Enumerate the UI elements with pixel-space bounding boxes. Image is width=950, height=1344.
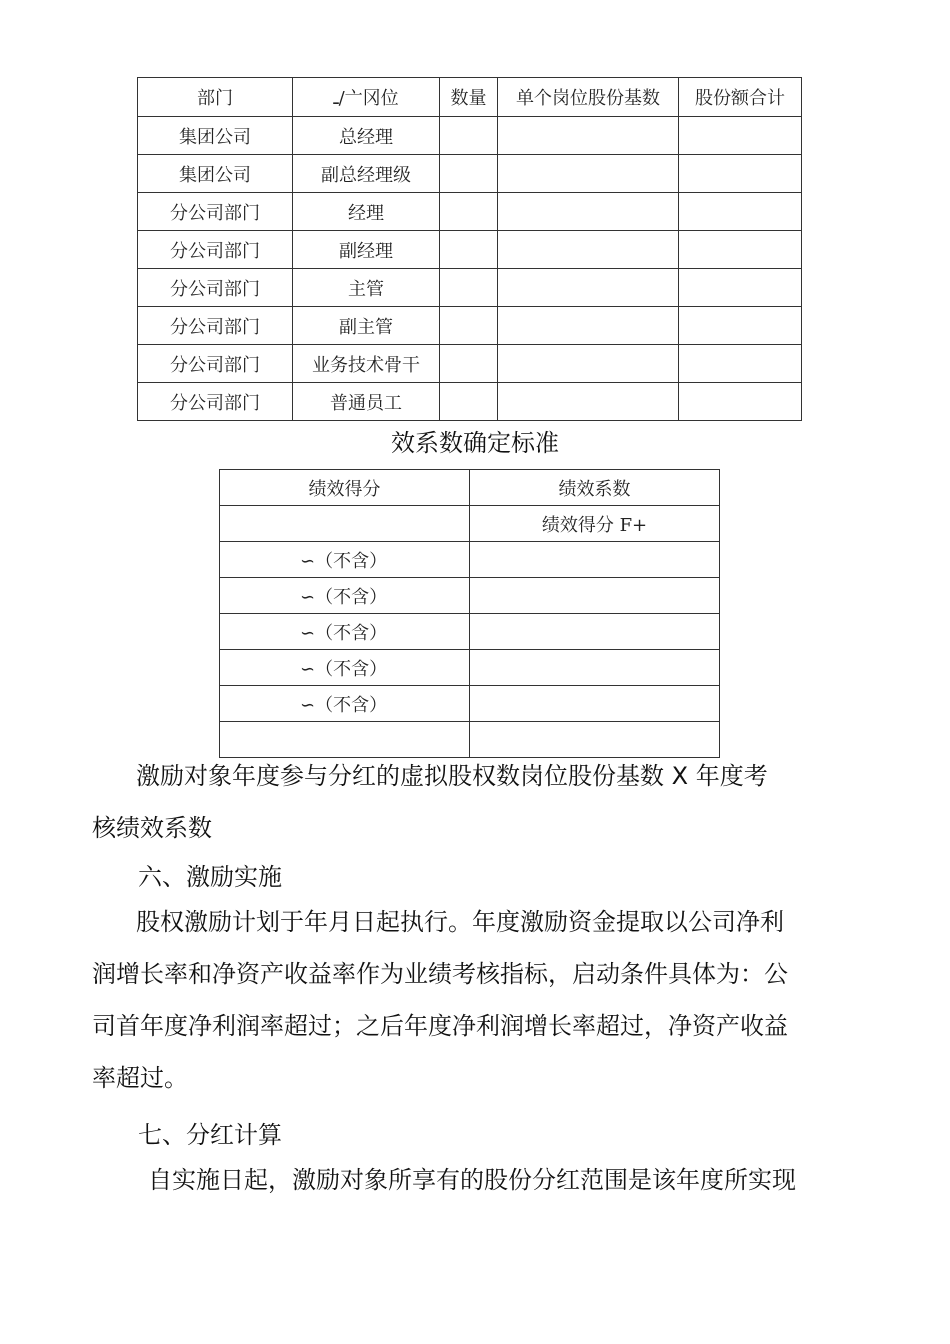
table-cell [498, 155, 679, 193]
paragraph-line: 率超过。 [92, 1064, 188, 1092]
performance-coefficient-table [219, 469, 720, 758]
table-cell [440, 231, 498, 269]
table-row [220, 614, 720, 650]
section-6-heading: 六、激励实施 [138, 863, 282, 891]
table-row [220, 506, 720, 542]
table-cell [498, 345, 679, 383]
table-cell [440, 345, 498, 383]
table-row [220, 578, 720, 614]
table-cell: 集团公司 [138, 117, 293, 155]
table-cell: 分公司部门 [138, 231, 293, 269]
table-row [220, 650, 720, 686]
table-cell [498, 307, 679, 345]
header-cell: ـ/亠冈位 [293, 78, 440, 117]
table-cell [679, 155, 802, 193]
header-cell: 绩效得分 [220, 470, 470, 506]
table-row [138, 155, 802, 193]
table-cell: ∽（不含） [220, 686, 470, 722]
table-cell [220, 506, 470, 542]
table-cell [470, 650, 720, 686]
table-row [138, 117, 802, 155]
paragraph-line: 股权激励计划于年月日起执行。年度激励资金提取以公司净利 [136, 908, 784, 936]
table-cell [440, 383, 498, 421]
table-cell [498, 231, 679, 269]
table-cell: 分公司部门 [138, 193, 293, 231]
paragraph-line: 润增长率和净资产收益率作为业绩考核指标，启动条件具体为：公 [92, 960, 788, 988]
table-row [138, 383, 802, 421]
section-7-paragraph [92, 1154, 852, 1206]
table-cell [440, 269, 498, 307]
table-row [220, 542, 720, 578]
table-cell [470, 578, 720, 614]
table-cell: 分公司部门 [138, 383, 293, 421]
table-cell: 总经理 [293, 117, 440, 155]
table-cell: 分公司部门 [138, 345, 293, 383]
table-cell [498, 117, 679, 155]
header-cell: 股份额合计 [679, 78, 802, 117]
table-cell: ∽（不含） [220, 614, 470, 650]
table-cell: 经理 [293, 193, 440, 231]
table-cell [440, 193, 498, 231]
table-cell: ∽（不含） [220, 578, 470, 614]
header-cell: 绩效系数 [470, 470, 720, 506]
table-cell: 副主管 [293, 307, 440, 345]
table-cell [470, 542, 720, 578]
formula-line: 激励对象年度参与分红的虚拟股权数岗位股份基数 X 年度考 [136, 762, 768, 790]
table-row [138, 231, 802, 269]
table-cell [440, 307, 498, 345]
table-cell [440, 155, 498, 193]
table-cell: 普通员工 [293, 383, 440, 421]
table-cell: 分公司部门 [138, 307, 293, 345]
table-row [220, 686, 720, 722]
section-7-heading: 七、分红计算 [138, 1121, 282, 1149]
table-header-row [138, 78, 802, 117]
table-cell [679, 345, 802, 383]
paragraph-line: 自实施日起，激励对象所享有的股份分红范围是该年度所实现 [148, 1166, 796, 1194]
table-header-row [220, 470, 720, 506]
table-cell [679, 117, 802, 155]
formula-line: 核绩效系数 [92, 814, 212, 842]
section-6-paragraph [92, 896, 852, 1104]
table-cell [679, 307, 802, 345]
table-cell [470, 686, 720, 722]
table-cell [498, 269, 679, 307]
table-cell: 集团公司 [138, 155, 293, 193]
table-cell: ∽（不含） [220, 650, 470, 686]
table-cell [498, 383, 679, 421]
table-caption: 效系数确定标准 [391, 429, 559, 457]
table-cell [498, 193, 679, 231]
header-cell: 单个岗位股份基数 [498, 78, 679, 117]
paragraph-line: 司首年度净利润率超过；之后年度净利润增长率超过，净资产收益 [92, 1012, 788, 1040]
table-cell: 绩效得分 F+ [470, 506, 720, 542]
table-cell [679, 193, 802, 231]
table-row [138, 193, 802, 231]
table-cell [470, 614, 720, 650]
table-row [138, 345, 802, 383]
table-row [138, 269, 802, 307]
table-row [138, 307, 802, 345]
header-cell: 数量 [440, 78, 498, 117]
table-cell: 主管 [293, 269, 440, 307]
table-cell [679, 231, 802, 269]
table-cell: 副总经理级 [293, 155, 440, 193]
table-cell: 副经理 [293, 231, 440, 269]
table-cell: 分公司部门 [138, 269, 293, 307]
header-cell: 部门 [138, 78, 293, 117]
table-cell: 业务技术骨干 [293, 345, 440, 383]
formula-paragraph [92, 750, 852, 854]
table-cell: ∽（不含） [220, 542, 470, 578]
table-cell [440, 117, 498, 155]
table-cell [679, 383, 802, 421]
position-share-table [137, 77, 802, 421]
table-cell [679, 269, 802, 307]
